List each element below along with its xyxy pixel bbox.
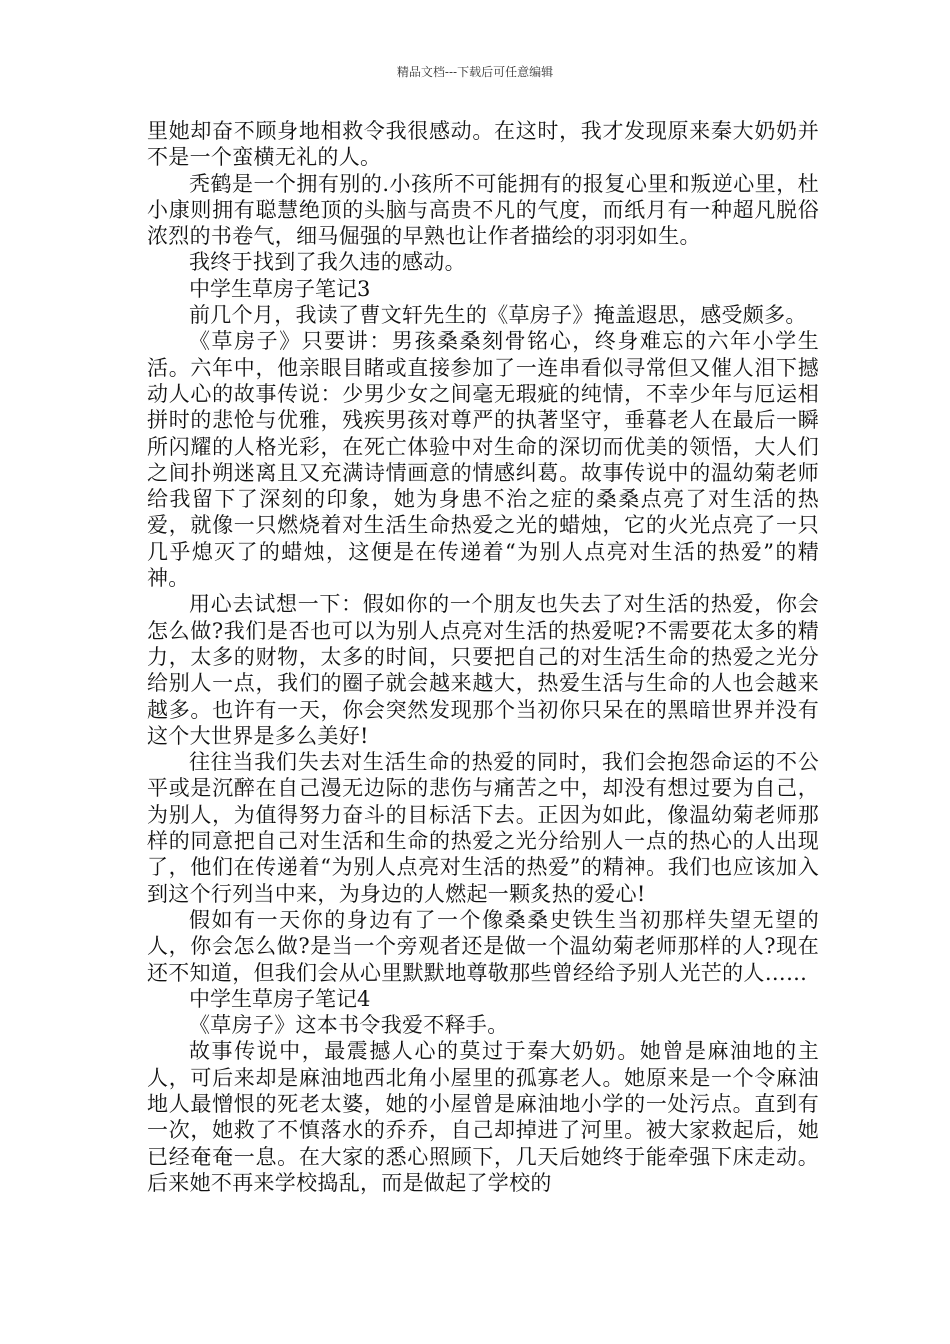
section-heading: 中学生草房子笔记4 [189, 986, 371, 1011]
paragraph: 《草房子》只要讲：男孩桑桑刻骨铭心，终身难忘的六年小学生活。六年中，他亲眼目睹或直接参加了一连串看似寻常但又催人泪下撼动人心的故事传说：少男少女之间毫无瑕疵的纯情，不幸少年与厄运相拼时的悲怆与优雅，残疾男孩对尊严的执著坚守，垂暮老人在最后一瞬所闪耀的人格光彩，在死亡体验中对生命的深切而优美的领悟，大人们之间扑朔迷离且又充满诗情画意的情感纠葛。故事传说中的温幼菊老师给我留下了深刻的印象，她为身患不治之症的桑桑点亮了对生活的热爱，就像一只燃烧着对生活生命热爱之光的蜡烛，它的火光点亮了一只几乎熄灭了的蜡烛，这便是在传递着“为别人点亮对生活的热爱”的精神。 [147, 329, 819, 591]
paragraph: 我终于找到了我久违的感动。 [189, 250, 466, 275]
paragraph: 往往当我们失去对生活生命的热爱的同时，我们会抱怨命运的不公平或是沉醉在自己漫无边际的悲伤与痛苦之中，却没有想过要为自己，为别人，为值得努力奋斗的目标活下去。正因为如此，像温幼菊老师那样的同意把自己对生活和生命的热爱之光分给别人一点的热心的人出现了，他们在传递着“为别人点亮对生活的热爱”的精神。我们也应该加入到这个行列当中来，为身边的人燃起一颗炙热的爱心! [147, 750, 819, 906]
section-heading: 中学生草房子笔记3 [189, 276, 371, 301]
page-header: 精品文档---下载后可任意编辑 [396, 65, 554, 79]
paragraph: 前几个月，我读了曹文轩先生的《草房子》掩盖遐思，感受颇多。 [189, 303, 807, 328]
paragraph: 假如有一天你的身边有了一个像桑桑史铁生当初那样失望无望的人，你会怎么做?是当一个旁观者还是做一个温幼菊老师那样的人?现在还不知道，但我们会从心里默默地尊敬那些曾经给予别人光芒的人…… [147, 907, 819, 985]
document-body [147, 118, 819, 1196]
paragraph: 里她却奋不顾身地相救令我很感动。在这时，我才发现原来秦大奶奶并不是一个蛮横无礼的人。 [147, 119, 819, 170]
paragraph: 《草房子》这本书令我爱不释手。 [189, 1013, 509, 1038]
paragraph: 秃鹤是一个拥有别的.小孩所不可能拥有的报复心里和叛逆心里，杜小康则拥有聪慧绝顶的头脑与高贵不凡的气度，而纸月有一种超凡脱俗浓烈的书卷气，细马倔强的早熟也让作者描绘的羽羽如生。 [147, 171, 819, 249]
paragraph: 故事传说中，最震撼人心的莫过于秦大奶奶。她曾是麻油地的主人，可后来却是麻油地西北角小屋里的孤寡老人。她原来是一个令麻油地人最憎恨的死老太婆，她的小屋曾是麻油地小学的一处污点。直到有一次，她救了不慎落水的乔乔，自己却掉进了河里。被大家救起后，她已经奄奄一息。在大家的悉心照顾下，几天后她终于能牵强下床走动。后来她不再来学校捣乱，而是做起了学校的 [147, 1039, 819, 1195]
paragraph: 用心去试想一下：假如你的一个朋友也失去了对生活的热爱，你会怎么做?我们是否也可以为别人点亮对生活的热爱呢?不需要花太多的精力，太多的财物，太多的时间，只要把自己的对生活生命的热爱之光分给别人一点，我们的圈子就会越来越大，热爱生活与生命的人也会越来越多。也许有一天，你会突然发现那个当初你只呆在的黑暗世界并没有这个大世界是多么美好! [147, 592, 819, 748]
